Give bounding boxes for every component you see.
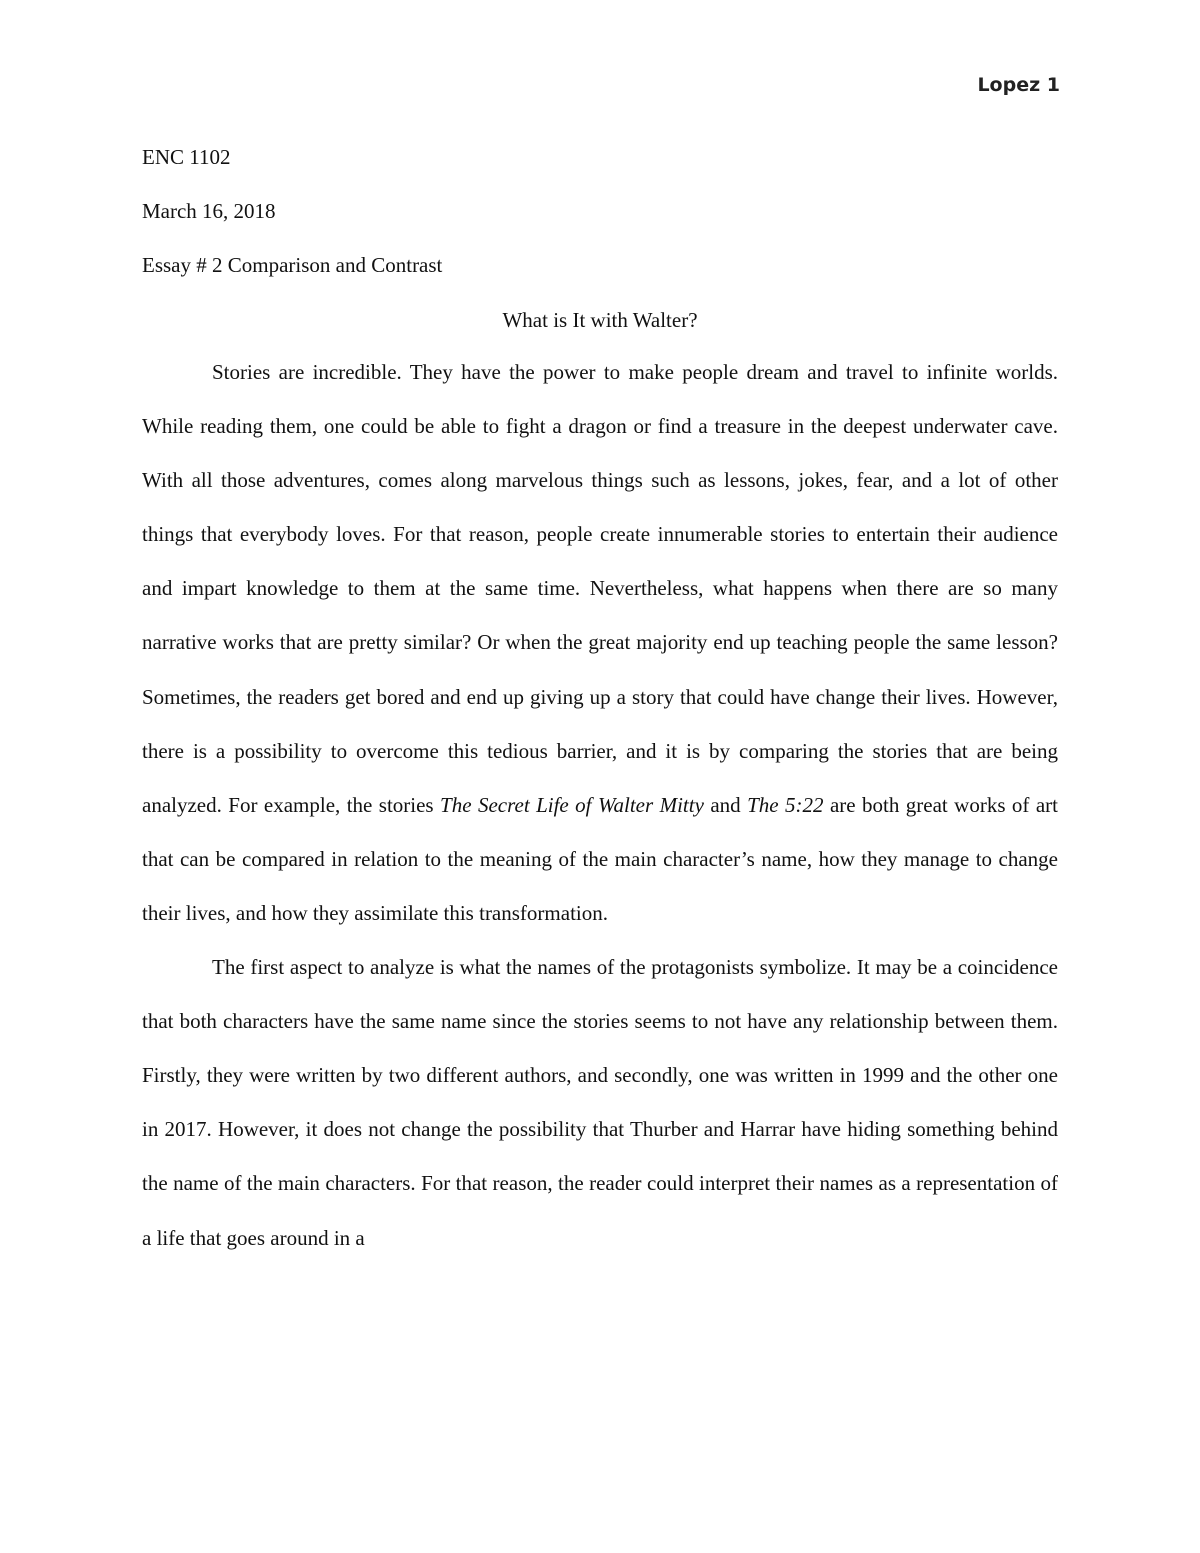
date-line: March 16, 2018: [142, 199, 276, 223]
story-title-5-22: The 5:22: [747, 792, 824, 817]
paragraph-intro: [142, 345, 1058, 940]
story-title-walter-mitty: The Secret Life of Walter Mitty: [440, 792, 704, 817]
essay-title: What is It with Walter?: [502, 308, 698, 332]
running-head-page-number: Lopez 1: [977, 74, 1060, 96]
paragraph-intro-text: Stories are incredible. They have the power to make people dream and travel to infinite worlds. While reading them, one could be able to fight a dragon or find a treasure in the deepest underwater cave. With all those adventures, comes along marvelous things such as lessons, jokes, fear, and a lot of other things that everybody loves. For that reason, people create innumerable stories to entertain their audience and impart knowledge to them at the same time. Nevertheless, what happens when there are so many narrative works that are pretty similar? Or when the great majority end up teaching people the same lesson? Sometimes, the readers get bored and end up giving up a story that could have change their lives. However, there is a possibility to overcome this tedious barrier, and it is by comparing the stories that are being analyzed. For example, the stories: [142, 360, 1058, 817]
paragraph-names: The first aspect to analyze is what the names of the protagonists symbolize. It may be a coincidence that both characters have the same name since the stories seems to not have any relationship between them. Firstly, they were written by two different authors, and secondly, one was written in 1999 and the other one in 2017. However, it does not change the possibility that Thurber and Harrar have hiding something behind the name of the main characters. For that reason, the reader could interpret their names as a representation of a life that goes around in a: [142, 955, 1058, 1250]
course-line: ENC 1102: [142, 145, 231, 169]
assignment-line: Essay # 2 Comparison and Contrast: [142, 253, 443, 277]
paragraph-intro-text-end: are both great works of art that can be compared in relation to the meaning of the main character’s name, how they manage to change their lives, and how they assimilate this transformation.: [142, 792, 1058, 925]
conjunction-and: and: [703, 792, 748, 817]
essay-body: [142, 345, 1058, 1265]
